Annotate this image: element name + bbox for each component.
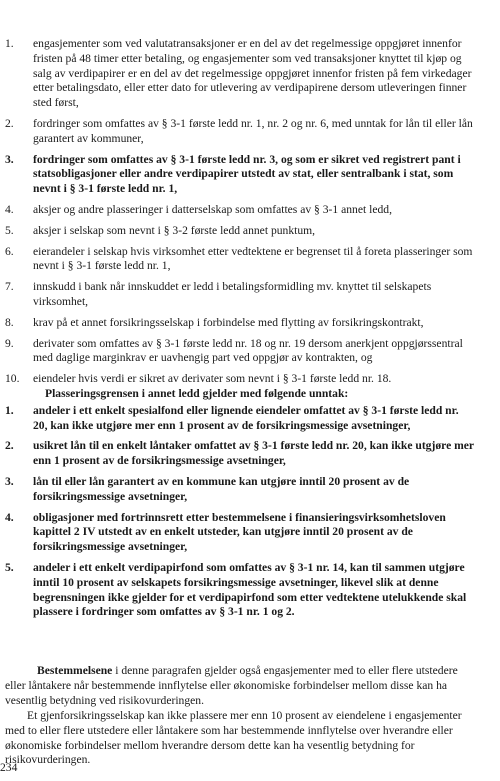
page-number: 234 [0,761,18,774]
list-item [5,511,475,555]
item-number: 3. [5,152,14,166]
item-text: fordringer som omfattes av § 3-1 første ledd nr. 1, nr. 2 og nr. 6, med unntak for lån til eller lån garantert av kommuner, [33,116,473,145]
item-text: eierandeler i selskap hvis virksomhet etter vedtektene er begrenset til å foreta plasseringer som nevnt i § 3-1 første ledd nr. 1, [33,244,473,273]
paragraph-lead-term: Bestemmelsene [37,664,113,677]
item-text: eiendeler hvis verdi er sikret av derivater som nevnt i § 3-1 første ledd nr. 18. [33,372,392,386]
list-item [5,153,475,197]
list-item [5,245,475,275]
section-heading: Plasseringsgrensen i annet ledd gjelder med følgende unntak: [45,387,349,400]
list-item [5,475,475,505]
item-number: 6. [5,244,14,258]
item-text: engasjementer som ved valutatransaksjoner er en del av det regelmessige oppgjøret innenfor fristen på 48 timer etter betaling, og engasjementer som ved transaksjoner knyttet til kjøp og salg av verdipapirer er en del av det regelmessige oppgjøret innenfor fristen på fem virkedager etter betalingsdato, eller etter dato for utlevering av verdipapirene dersom utleveringen finner sted først, [33,37,472,110]
item-number: 4. [5,510,14,524]
item-text: fordringer som omfattes av § 3-1 første ledd nr. 3, og som er sikret ved registrert pant i statsobligasjoner eller andre verdipapirer utstedt av stat, eller sentralbank i stat, som nevnt i § 3-1 første ledd nr. 1, [33,152,461,196]
item-number: 8. [5,315,14,329]
item-number: 7. [5,280,14,294]
list-item [5,439,475,469]
item-text: aksjer i selskap som nevnt i § 3-2 første ledd annet punktum, [33,223,316,237]
list-item [5,316,475,331]
item-number: 1. [5,403,14,417]
paragraph-text: i denne paragrafen gjelder også engasjementer med to eller flere utstedere eller låntakere når bestemmende innflytelse eller økonomiske forbindelser mellom disse kan ha vesentlig betydning ved risikovurderingen. [5,664,458,707]
list-item [5,117,475,147]
paragraph-reinsurance [5,709,475,768]
list-item [5,337,475,367]
item-number: 5. [5,223,14,237]
item-text: andeler i ett enkelt verdipapirfond som omfattes av § 3-1 nr. 14, kan til sammen utgjøre inntil 10 prosent av selskapets forsikringsmessige avsetninger, likevel slik at denne begrensningen ikke gjelder for et verdipapirfond som etter vedtektene utelukkende skal plassere i fordringer som omfattes av § 3-1 nr. 1 og 2. [33,560,467,619]
item-number: 2. [5,439,14,453]
list-item [5,224,475,239]
item-number: 3. [5,474,14,488]
item-number: 5. [5,560,14,574]
list-item [5,404,475,434]
item-text: lån til eller lån garantert av en kommune kan utgjøre inntil 20 prosent av de forsikringsmessige avsetninger, [33,474,410,503]
list-item [5,37,475,111]
item-text: derivater som omfattes av § 3-1 første ledd nr. 18 og nr. 19 dersom anerkjent oppgjørssentral med daglige marginkrav er uavhengig part ved oppgjør av kontrakten, og [33,336,463,365]
limit-exception-list [5,387,475,626]
item-text: krav på et annet forsikringsselskap i forbindelse med flytting av forsikringskontrakt, [33,315,424,329]
list-item [5,280,475,310]
list-item [5,203,475,218]
paragraph-text: Et gjenforsikringsselskap kan ikke plassere mer enn 10 prosent av eiendelene i engasjementer med to eller flere utstedere eller låntakere som har bestemmende innflytelse over hverandre eller økonomiske forbindelser mellom hverandre dersom dette kan ha vesentlig betydning for risikovurderingen. [5,709,462,767]
list-item [5,561,475,620]
item-text: aksjer og andre plasseringer i datterselskap som omfattes av § 3-1 annet ledd, [33,202,392,216]
item-text: usikret lån til en enkelt låntaker omfattet av § 3-1 første ledd nr. 20, kan ikke utgjøre mer enn 1 prosent av de forsikringsmessige avsetninger, [33,439,474,468]
item-text: innskudd i bank når innskuddet er ledd i betalingsformidling mv. knyttet til selskapets virksomhet, [33,280,432,308]
paragraph-engagements [5,664,475,708]
list-item [5,372,475,387]
item-number: 4. [5,202,14,216]
item-text: andeler i ett enkelt spesialfond eller lignende eiendeler omfattet av § 3-1 første ledd nr. 20, kan ikke utgjøre mer enn 1 prosent av de forsikringsmessige avsetninger, [33,403,459,432]
item-number: 2. [5,116,14,130]
item-number: 10. [5,372,20,386]
item-text: obligasjoner med fortrinnsrett etter bestemmelsene i finansieringsvirksomhetsloven kapittel 2 IV utstedt av en enkelt utsteder, kan utgjøre inntil 20 prosent av de forsikringsmessige avsetninger, [33,510,446,554]
item-number: 9. [5,336,14,350]
exemption-list [5,37,475,393]
item-number: 1. [5,37,14,50]
